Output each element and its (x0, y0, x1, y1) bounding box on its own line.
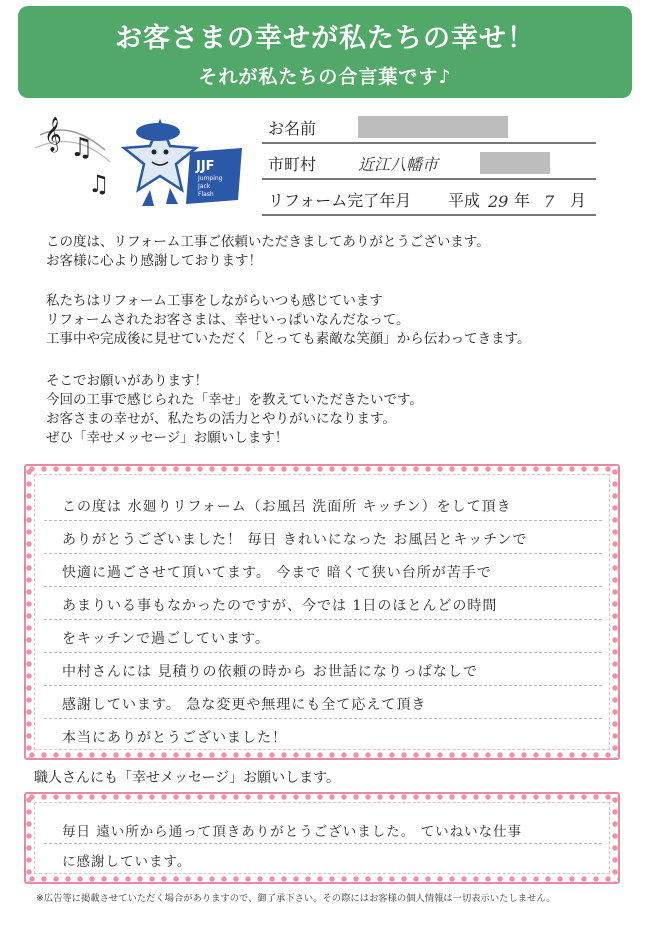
banner-title: お客さまの幸せが私たちの幸せ！ (115, 23, 535, 54)
year-value: 29 (488, 192, 509, 211)
flower-border-bottom (26, 751, 618, 759)
mascot-illustration (30, 100, 245, 215)
name-label: お名前 (268, 119, 317, 138)
intro-line: この度は、リフォーム工事ご依頼いただきましてありがとうございます。 (46, 234, 490, 250)
svg-text:♫: ♫ (88, 170, 110, 198)
intro-line: ぜひ「幸せメッセージ」お願いします！ (46, 430, 289, 446)
city-value: 近江八幡市 (358, 155, 439, 174)
intro-line: そこでお願いがあります！ (46, 373, 208, 389)
ruled-line (44, 685, 602, 686)
ruled-line (44, 553, 602, 554)
star-mascot-icon (124, 122, 196, 206)
ruled-line (44, 652, 602, 653)
intro-line: 私たちはリフォーム工事をしながらいつも感じています (46, 293, 383, 309)
svg-text:𝄞: 𝄞 (44, 117, 62, 152)
svg-text:♫: ♫ (70, 133, 94, 163)
disclaimer-footnote: ※広告等に掲載させていただく場合がありますので、御了承下さい。その際にはお客様の個人情報は一切表示いたしません。 (36, 893, 556, 904)
craftsman-message-line: に感謝しています。 (62, 854, 192, 870)
logo-sub2: Jack (198, 183, 211, 190)
city-label: 市町村 (268, 155, 317, 174)
flower-border-right (611, 794, 619, 882)
message-line: 中村さんには 見積りの依頼の時から お世話になりっぱなしで (62, 664, 478, 680)
craftsman-message-line: 毎日 遠い所から通って頂きありがとうございました。 ていねいな仕事 (62, 824, 523, 840)
craftsman-section-title: 職人さんにも「幸せメッセージ」お願いします。 (34, 770, 341, 786)
message-line: あまりいる事もなかったのですが、今では 1日のほとんどの時間 (62, 598, 498, 614)
redacted-city-detail (480, 152, 550, 174)
message-line: 感謝しています。 急な変更や無理にも全て応えて頂き (62, 697, 427, 713)
flower-border-right (611, 466, 619, 758)
completion-label: リフォーム完了年月 (268, 191, 412, 210)
completion-row (262, 182, 596, 216)
ruled-line (44, 619, 602, 620)
intro-line: お客様に心より感謝しております！ (46, 253, 262, 269)
flower-border-top (26, 465, 618, 473)
flower-border-bottom (26, 875, 618, 883)
flower-border-top (26, 793, 618, 801)
redacted-name (358, 116, 508, 138)
intro-line: 工事中や完成後に見せていただく「とっても素敵な笑顔」から伝わってきます。 (46, 331, 531, 347)
logo-sub3: Flash (198, 191, 214, 198)
name-row (262, 110, 596, 144)
banner-subtitle: それが私たちの合言葉です♪ (198, 66, 452, 88)
ruled-line (44, 520, 602, 521)
month-unit: 月 (570, 191, 587, 210)
intro-line: 今回の工事で感じられた「幸せ」を教えていただきたいです。 (46, 392, 423, 408)
flower-border-left (25, 466, 33, 758)
intro-line: お客さまの幸せが、私たちの活力とやりがいになります。 (46, 411, 396, 427)
city-row (262, 146, 596, 180)
ruled-line (44, 843, 602, 844)
intro-paragraph-3 (46, 372, 423, 448)
era-label: 平成 (448, 191, 481, 210)
ruled-line (44, 718, 602, 719)
music-note-icon (35, 117, 110, 198)
message-line: をキッチンで過ごしています。 (62, 631, 270, 647)
logo-brand: JJF (196, 159, 215, 174)
message-line: 本当にありがとうございました！ (62, 730, 287, 746)
message-line: 快適に過ごさせて頂いてます。 今まで 暗くて狭い台所が苦手で (62, 565, 492, 581)
month-value: 7 (544, 192, 555, 211)
intro-line: リフォームされたお客さまは、幸せいっぱいなんだなって。 (46, 312, 410, 328)
flower-border-left (25, 794, 33, 882)
message-line: ありがとうございました！ 毎日 きれいになった お風呂とキッチンで (62, 532, 528, 548)
message-line: この度は 水廻りリフォーム（お風呂 洗面所 キッチン）をして頂き (62, 499, 512, 515)
jjf-flag (186, 148, 242, 204)
ruled-line (44, 586, 602, 587)
intro-paragraph-1 (46, 233, 490, 271)
year-unit: 年 (514, 191, 531, 210)
logo-sub1: Jumping (198, 175, 223, 182)
header-banner (18, 6, 632, 98)
intro-paragraph-2 (46, 292, 531, 349)
